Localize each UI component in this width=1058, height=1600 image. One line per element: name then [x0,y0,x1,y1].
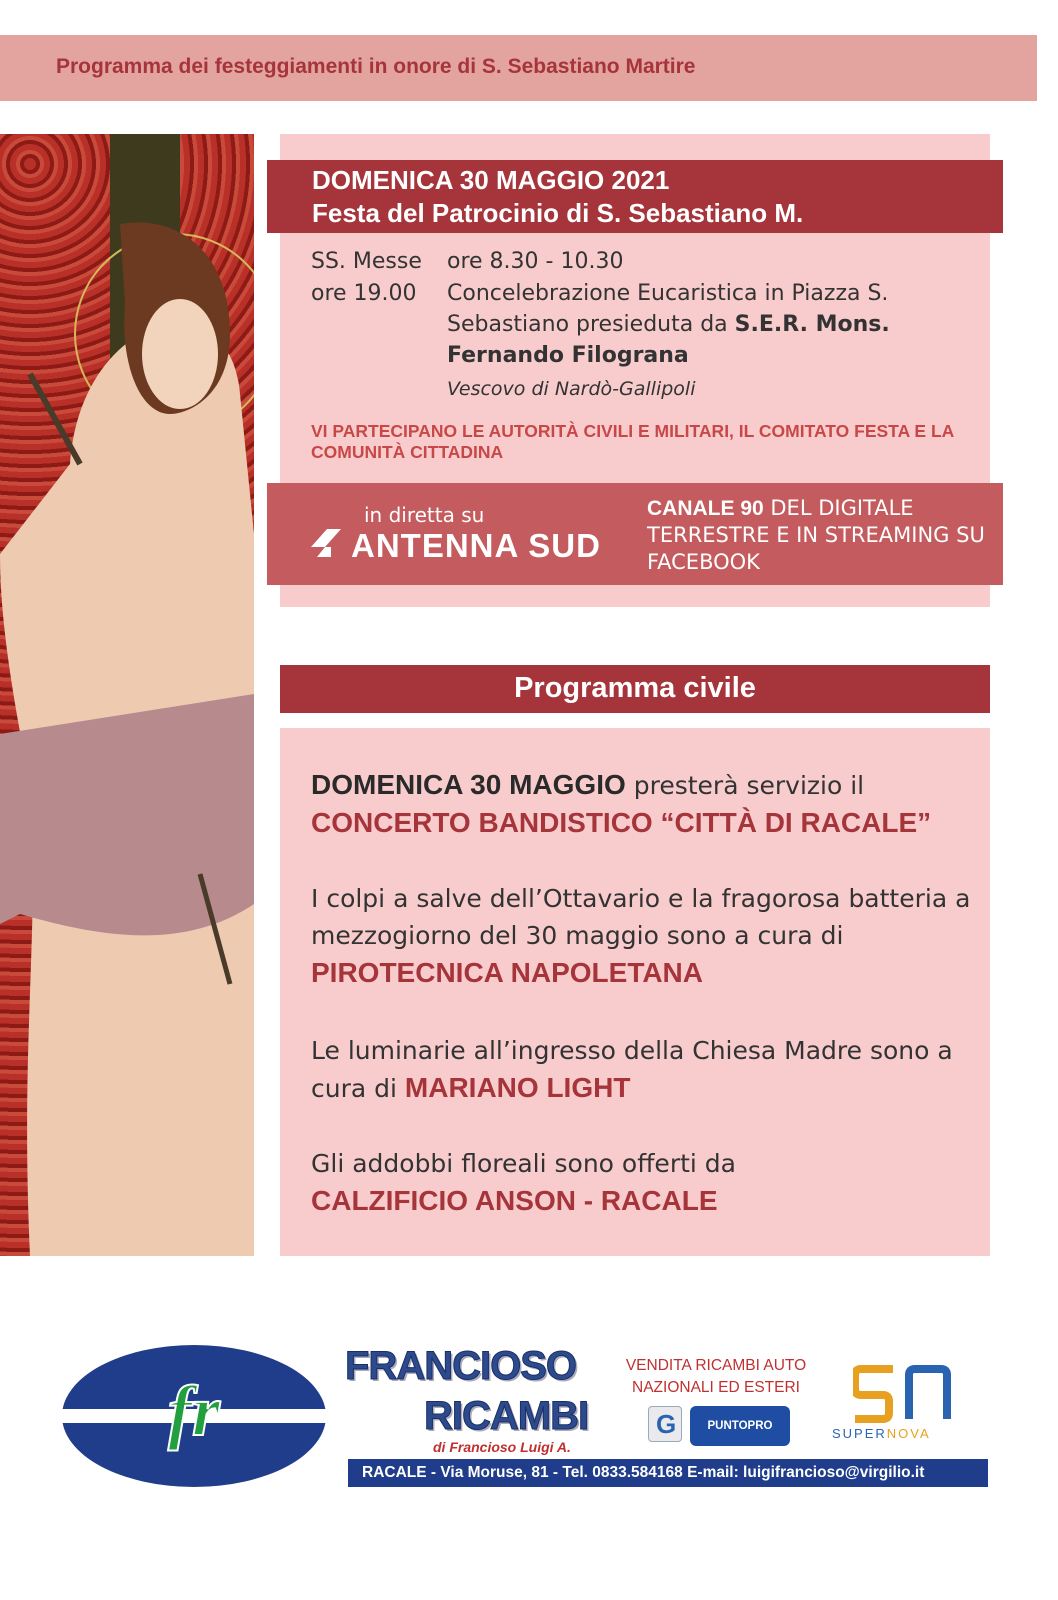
evening-time-label: ore 19.00 [311,281,417,306]
sponsor-address: RACALE - Via Moruse, 81 - Tel. 0833.584168 E-mail: luigifrancioso@virgilio.it [348,1459,988,1487]
sponsor-name-line1: FRANCIOSO [345,1344,576,1388]
broadcast-intro: in diretta su [364,503,485,527]
bishop-title: S.E.R. Mons. [734,312,890,337]
bishop-role: Vescovo di Nardò-Gallipoli [447,378,696,400]
broadcast-detail-text: DEL DIGITALE TERRESTRE E IN STREAMING SU FACEBOOK [647,496,985,574]
religious-date: DOMENICA 30 MAGGIO 2021 [312,165,670,195]
concelebrazione-desc: Concelebrazione Eucaristica in Piazza S. Sebastiano presieduta da [447,281,889,337]
feast-title: Festa del Patrocinio di S. Sebastiano M. [312,198,804,228]
concelebrazione-text [447,278,917,371]
cloth-shape [0,694,254,935]
g-logo-letter: G [656,1409,677,1439]
channel-name: ANTENNA SUD [351,527,601,564]
face-shape [142,299,218,409]
band-name: CONCERTO BANDISTICO “CITTÀ DI RACALE” [311,807,932,838]
broadcast-band [267,483,1003,585]
messe-times: ore 8.30 - 10.30 [447,249,624,274]
civil-p1-text: presterà servizio il [633,771,865,800]
sponsor-owner: di Francioso Luigi A. [433,1439,571,1455]
puntopro-logo: PUNTOPRO [690,1406,790,1446]
g-logo-icon [648,1406,682,1442]
header-bar [0,35,1037,101]
participants-note: VI PARTECIPANO LE AUTORITÀ CIVILI E MILITARI, IL COMITATO FESTA E LA COMUNITÀ CITTADINA [311,421,954,462]
fr-logo-text: fr [168,1371,220,1451]
page-title: Programma dei festeggiamenti in onore di S. Sebastiano Martire [56,55,696,78]
civil-date: DOMENICA 30 MAGGIO [311,769,626,800]
fireworks-name: PIROTECNICA NAPOLETANA [311,957,703,988]
civil-paragraph-3 [311,1032,981,1107]
religious-date-band [267,160,1003,233]
bishop-name: Fernando Filograna [447,343,689,368]
channel-number: CANALE 90 [647,497,764,520]
flowers-name: CALZIFICIO ANSON - RACALE [311,1185,718,1216]
civil-paragraph-2 [311,880,981,992]
statue-image [0,134,254,1256]
supernova-wordmark [832,1426,931,1441]
sponsor-name-line2: RICAMBI [424,1394,589,1438]
fr-logo-icon [60,1343,328,1490]
broadcast-details [647,495,987,576]
lights-name: MARIANO LIGHT [404,1072,631,1103]
civil-p4-text: Gli addobbi floreali sono offerti da [311,1149,736,1178]
messe-label: SS. Messe [311,249,422,274]
civil-p3-text: Le luminarie all’ingresso della Chiesa Madre sono a cura di [311,1036,953,1103]
civil-heading: Programma civile [280,665,990,713]
supernova-part-a: SUPER [832,1426,887,1441]
civil-paragraph-1 [311,766,981,842]
supernova-logo-icon [853,1365,953,1423]
civil-p2-text: I colpi a salve dell’Ottavario e la fragorosa batteria a mezzogiorno del 30 maggio sono a cura di [311,884,971,950]
arrow-shape [30,374,80,464]
supernova-part-b: NOVA [886,1426,931,1441]
civil-paragraph-4 [311,1145,981,1220]
statue-illustration [0,134,254,1256]
antenna-sud-logo-icon [307,525,345,561]
sponsor-tagline: VENDITA RICAMBI AUTO NAZIONALI ED ESTERI [625,1357,807,1396]
